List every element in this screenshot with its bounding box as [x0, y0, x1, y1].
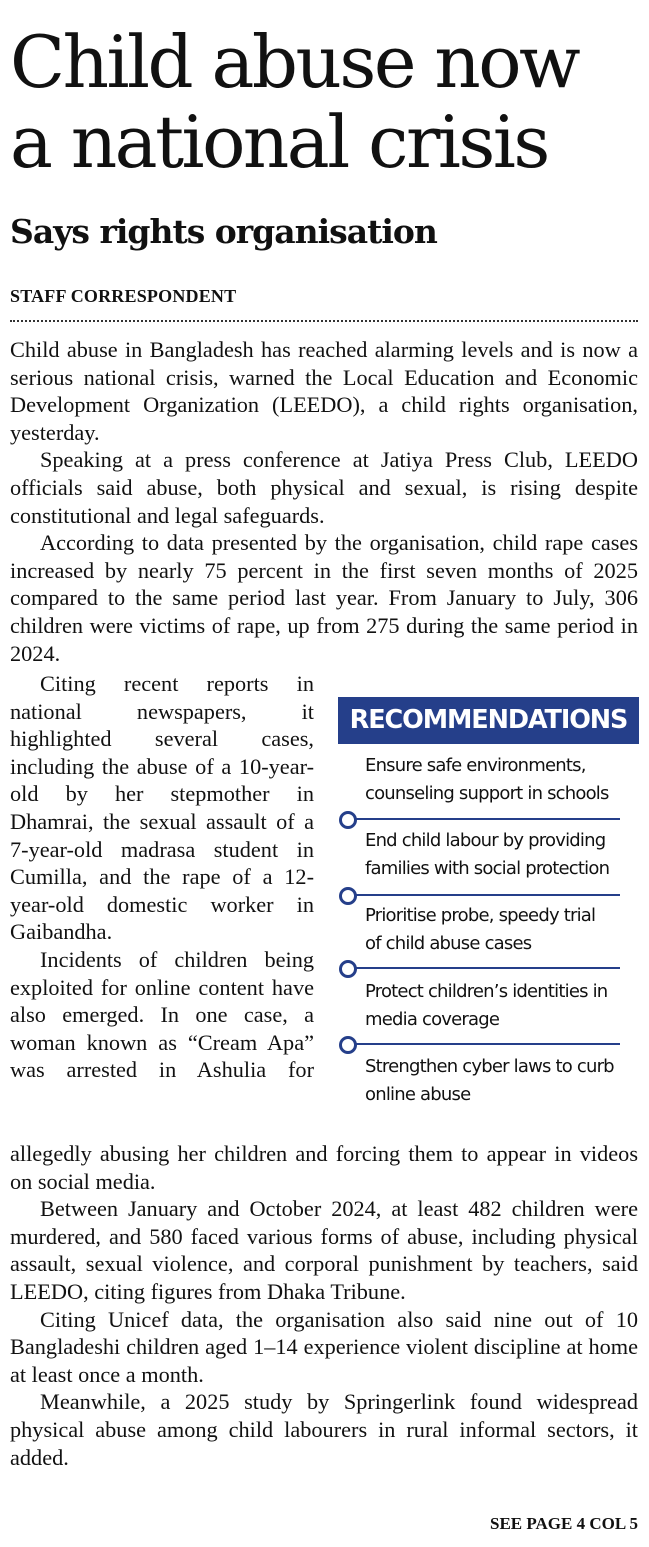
recommendation-line: families with social protection	[365, 858, 610, 879]
recommendation-line: Ensure safe environments,	[365, 755, 586, 776]
divider-line	[352, 1043, 620, 1045]
recommendation-line: Prioritise probe, speedy trial	[365, 905, 596, 926]
article-paragraph: Between January and October 2024, at least 482 children were murdered, and 580 faced various forms of abuse, including physical assault, sexual violence, and corporal punishment by teachers, said LEEDO, citing figures from Dhaka Tribune.	[10, 1196, 638, 1304]
article-paragraph: Meanwhile, a 2025 study by Springerlink found widespread physical abuse among child labourers in rural informal sectors, it added.	[10, 1389, 638, 1470]
bullet-circle-icon	[339, 960, 357, 978]
article-paragraph: Citing Unicef data, the organisation also said nine out of 10 Bangladeshi children aged 1–14 experience violent discipline at home at least once a month.	[10, 1306, 638, 1387]
article-body-bottom	[10, 1140, 638, 1471]
recommendation-divider	[338, 959, 639, 979]
divider-line	[352, 894, 620, 896]
recommendations-title: RECOMMENDATIONS	[338, 697, 639, 744]
article-paragraph: Speaking at a press conference at Jatiya Press Club, LEEDO officials said abuse, both physical and sexual, is rising despite constitutional and legal safeguards.	[10, 447, 638, 528]
article-body-top	[10, 336, 638, 667]
recommendation-item	[365, 902, 637, 958]
bullet-circle-icon	[339, 1036, 357, 1054]
bullet-circle-icon	[339, 887, 357, 905]
recommendations-box	[338, 697, 639, 1117]
recommendation-line: End child labour by providing	[365, 830, 606, 851]
article-paragraph: Citing recent reports in national newspapers, it highlighted several cases, including the abuse of a 10-year-old by her stepmother in Dhamrai, the sexual assault of a 7-year-old madrasa student in Cumilla, and the rape of a 12-year-old domestic worker in Gaibandha.	[10, 671, 314, 945]
recommendation-line: online abuse	[365, 1084, 471, 1105]
recommendation-item	[365, 978, 637, 1034]
recommendation-line: Protect children’s identities in	[365, 981, 608, 1002]
recommendation-line: counseling support in schools	[365, 783, 609, 804]
recommendation-line: Strengthen cyber laws to curb	[365, 1056, 614, 1077]
recommendation-item	[365, 752, 637, 808]
headline-line-1: Child abuse now	[10, 20, 579, 104]
dotted-divider	[10, 320, 638, 322]
article-paragraph: According to data presented by the organisation, child rape cases increased by nearly 75 percent in the first seven months of 2025 compared to the same period last year. From January to July, 306 children were victims of rape, up from 275 during the same period in 2024.	[10, 530, 638, 666]
recommendation-item	[365, 827, 637, 883]
headline-line-2: a national crisis	[10, 100, 548, 184]
article-paragraph: Incidents of children being exploited for online content have also emerged. In one case, a woman known as “Cream Apa” was arrested in Ashulia for	[10, 946, 314, 1083]
recommendation-line: of child abuse cases	[365, 933, 532, 954]
recommendation-line: media coverage	[365, 1009, 500, 1030]
subheadline: Says rights organisation	[10, 212, 437, 251]
recommendation-item	[365, 1053, 637, 1109]
headline	[10, 22, 578, 182]
article-body-left-column	[10, 670, 314, 1084]
divider-line	[352, 967, 620, 969]
recommendation-divider	[338, 1035, 639, 1055]
article-paragraph: allegedly abusing her children and forcing them to appear in videos on social media.	[10, 1141, 638, 1194]
article-paragraph: Child abuse in Bangladesh has reached alarming levels and is now a serious national crisis, warned the Local Education and Economic Development Organization (LEEDO), a child rights organisation, yesterday.	[10, 337, 638, 445]
continuation-note: SEE PAGE 4 COL 5	[490, 1514, 638, 1533]
bullet-circle-icon	[339, 811, 357, 829]
byline: STAFF CORRESPONDENT	[10, 286, 237, 306]
divider-line	[352, 818, 620, 820]
